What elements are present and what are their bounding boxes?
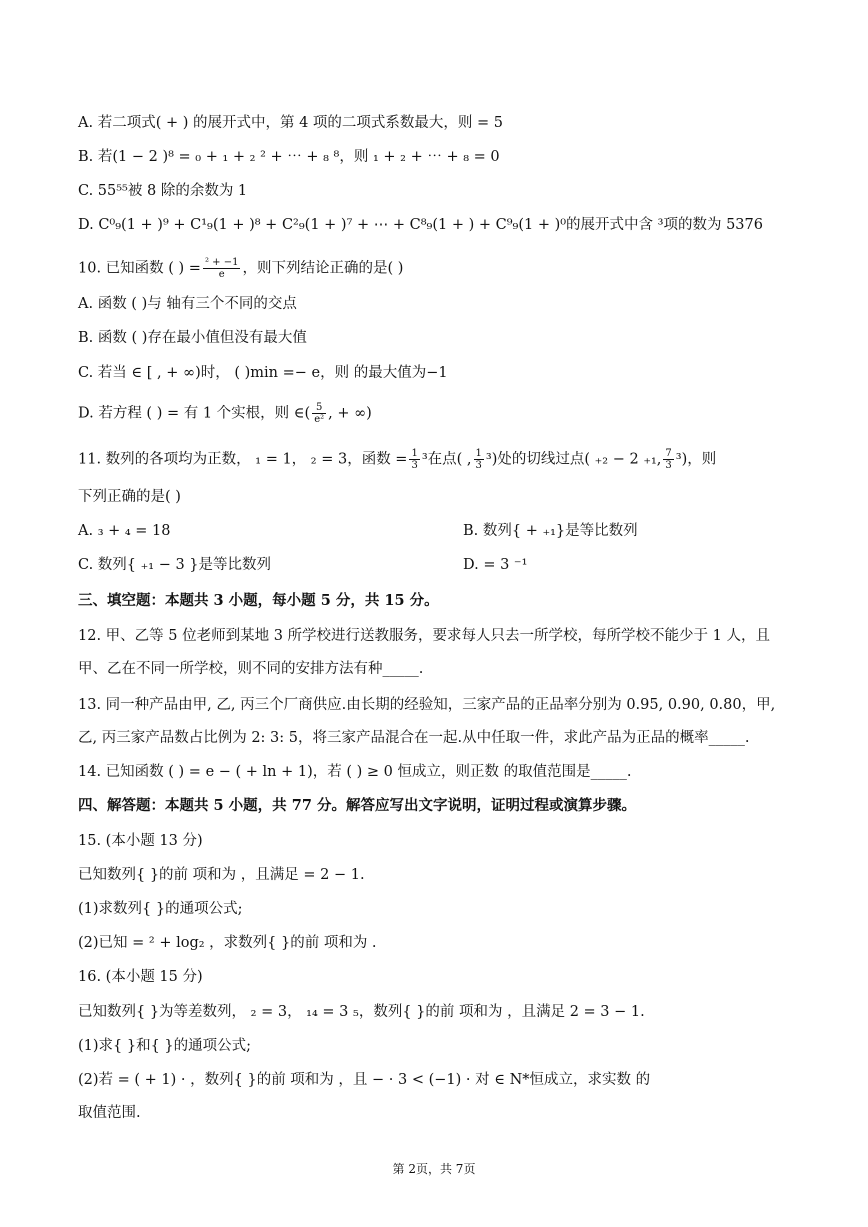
question-16-header: 16. (本小题 15 分) <box>78 969 203 985</box>
option-10d <box>78 402 808 425</box>
q10-stem: 10. 已知函数 ( ) = <box>78 260 201 277</box>
question-12-line2: 甲、乙在不同一所学校，则不同的安排方法有种_____. <box>78 661 424 677</box>
q11-end: ³)，则 <box>675 451 717 468</box>
option-9c: C. 55⁵⁵被 8 除的余数为 1 <box>78 183 248 199</box>
q10-frac-den: e <box>218 269 225 280</box>
page-footer: 第 2页，共 7页 <box>392 1162 476 1176</box>
section-heading-fill-blank: 三、填空题：本题共 3 小题，每小题 5 分，共 15 分。 <box>78 592 439 609</box>
q10d-frac-den: e² <box>314 414 325 425</box>
option-10b: B. 函数 ( )存在最小值但没有最大值 <box>78 330 307 346</box>
q10-fraction <box>203 257 241 280</box>
q11-frac-b <box>474 448 484 471</box>
question-12-line1: 12. 甲、乙等 5 位老师到某地 3 所学校进行送教服务，要求每人只去一所学校，每所学校不能少于 1 人，且 <box>78 628 770 644</box>
question-15-header: 15. (本小题 13 分) <box>78 833 203 849</box>
option-11b: B. 数列{ + ₊₁}是等比数列 <box>463 523 638 539</box>
q11-frac-c <box>663 448 673 471</box>
q11-frac-a <box>409 448 419 471</box>
q10d-frac-num: 5 <box>312 402 326 414</box>
question-16-stem: 已知数列{ }为等差数列， ₂ = 3， ₁₄ = 3 ₅，数列{ }的前 项和为 ，且满足 2 = 3 − 1. <box>78 1004 645 1020</box>
question-13-line2: 乙, 丙三家产品数占比例为 2: 3: 5，将三家产品混合在一起.从中任取一件，求此产品为正品的概率_____. <box>78 730 750 746</box>
q11-frac-a-den: 3 <box>411 460 418 471</box>
q11-frac-b-den: 3 <box>475 460 482 471</box>
q10d-text: D. 若方程 ( ) = 有 1 个实根，则 ∈ <box>78 405 305 422</box>
question-13-line1: 13. 同一种产品由甲, 乙, 丙三个厂商供应.由长期的经验知，三家产品的正品率分别为 0.95, 0.90, 0.80，甲, <box>78 697 776 713</box>
question-14: 14. 已知函数 ( ) = e − ( + ln + 1)，若 ( ) ≥ 0 恒成立，则正数 的取值范围是_____. <box>78 764 632 780</box>
option-11d: D. = 3 ⁻¹ <box>463 557 528 573</box>
option-10c: C. 若当 ∈ [ , + ∞)时， ( )min =− e，则 的最大值为−1 <box>78 365 448 381</box>
q11-mid: ³在点( , <box>421 451 472 468</box>
question-16-part2-cont: 取值范围. <box>78 1105 141 1121</box>
q11-frac-c-num: 7 <box>665 448 672 459</box>
question-11 <box>78 448 808 471</box>
question-16-part2: (2)若 = ( + 1) · ，数列{ }的前 项和为 ，且 − · 3 < (−1) · 对 ∈ N*恒成立，求实数 的 <box>78 1072 651 1088</box>
q10d-fraction <box>312 402 326 425</box>
q10-frac-num: ² + −1 <box>204 257 239 268</box>
q11-frac-c-den: 3 <box>665 460 672 471</box>
option-9d: D. C⁰₉(1 + )⁹ + C¹₉(1 + )⁸ + C²₉(1 + )⁷ + ⋯ + C⁸₉(1 + ) + C⁹₉(1 + )⁰的展开式中含 ³项的数为 5376 <box>78 217 763 233</box>
question-15-stem: 已知数列{ }的前 项和为 ，且满足 = 2 − 1. <box>78 867 365 883</box>
question-16-part1: (1)求{ }和{ }的通项公式; <box>78 1038 252 1054</box>
option-11-row1 <box>78 521 808 541</box>
q10-stem-end: ，则下列结论正确的是( ) <box>242 260 404 277</box>
q10d-end: , + ∞) <box>328 405 372 422</box>
q10d-open: ( <box>304 405 311 422</box>
q11-frac-a-num: 1 <box>411 448 418 459</box>
question-10 <box>78 257 808 280</box>
option-10a: A. 函数 ( )与 轴有三个不同的交点 <box>78 296 297 312</box>
option-11c: C. 数列{ ₊₁ − 3 }是等比数列 <box>78 557 272 573</box>
q11-continuation: 下列正确的是( ) <box>78 489 181 505</box>
q11-mid2: ³)处的切线过点( ₊₂ − 2 ₊₁, <box>485 451 662 468</box>
section-heading-solutions: 四、解答题：本题共 5 小题，共 77 分。解答应写出文字说明，证明过程或演算步骤。 <box>78 797 636 814</box>
q11-frac-b-num: 1 <box>475 448 482 459</box>
option-11-row2 <box>78 555 808 575</box>
option-9a: A. 若二项式( + ) 的展开式中，第 4 项的二项式系数最大，则 = 5 <box>78 115 504 131</box>
option-9b: B. 若(1 − 2 )⁸ = ₀ + ₁ + ₂ ² + ⋯ + ₈ ⁸，则 ₁ + ₂ + ⋯ + ₈ = 0 <box>78 149 500 165</box>
option-11a: A. ₃ + ₄ = 18 <box>78 523 171 539</box>
q11-stem: 11. 数列的各项均为正数， ₁ = 1， ₂ = 3，函数 = <box>78 451 408 468</box>
question-15-part2: (2)已知 = ² + log₂ ，求数列{ }的前 项和为 . <box>78 935 377 951</box>
question-15-part1: (1)求数列{ }的通项公式; <box>78 901 243 917</box>
